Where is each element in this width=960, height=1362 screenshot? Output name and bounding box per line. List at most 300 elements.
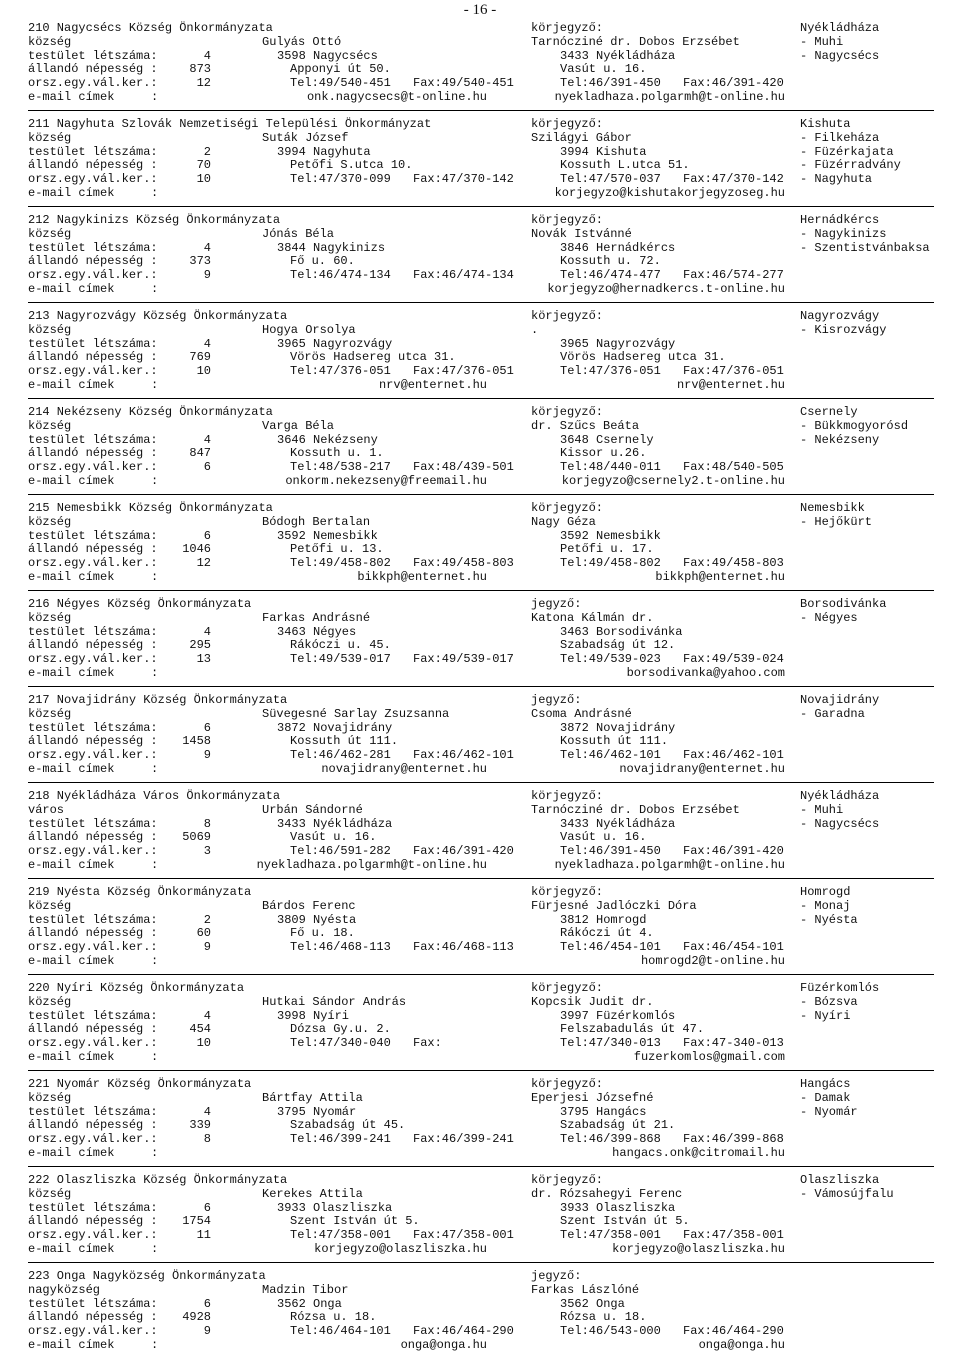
office-address: Apponyi út 50.	[290, 62, 391, 77]
office-tel: Tel:46/474-134	[290, 268, 391, 283]
settlement-item: Nagyrozvágy	[800, 309, 880, 323]
office-postal: 3872 Novajidrány	[277, 720, 393, 735]
population-value: 847	[189, 446, 211, 461]
email-label: e-mail címek	[28, 954, 115, 968]
entry-block	[0, 1077, 960, 1161]
office-postal: 3795 Nyomár	[277, 1104, 357, 1119]
notary-email: novajidrany@enternet.hu	[619, 762, 785, 776]
notary-label: körjegyző:	[531, 789, 604, 803]
municipality-type: község	[28, 322, 72, 337]
notary-email: homrogd2@t-online.hu	[640, 954, 785, 968]
notary-name: Katona Kálmán dr.	[531, 610, 654, 625]
office-tel: Tel:46/399-241	[290, 1132, 391, 1147]
entry-block	[0, 693, 960, 777]
office-postal: 3433 Nyékládháza	[277, 816, 393, 831]
municipality-type: község	[28, 130, 72, 145]
office-email: bikkph@enternet.hu	[357, 570, 487, 584]
email-label: e-mail címek	[28, 90, 115, 104]
notary-address: Rákóczi út 4.	[560, 926, 654, 941]
entry-block	[0, 117, 960, 201]
mayor-name: Jónás Béla	[262, 226, 335, 241]
notary-label: körjegyző:	[531, 1077, 604, 1091]
office-tel: Tel:46/462-281	[290, 748, 391, 763]
office-fax: Fax:46/462-101	[413, 748, 514, 763]
notary-name: Szilágyi Gábor	[531, 130, 632, 145]
population-label: állandó népesség :	[28, 1022, 158, 1037]
settlement-item: Nemesbikk	[800, 501, 865, 515]
notary-label: körjegyző:	[531, 885, 604, 899]
members-label: testület létszáma:	[28, 432, 158, 447]
entry-block	[0, 1173, 960, 1257]
district-label: orsz.egy.vál.ker.:	[28, 844, 158, 859]
notary-fax: Fax:48/540-505	[683, 460, 784, 475]
email-colon: :	[151, 186, 159, 200]
notary-tel: Tel:47/340-013	[560, 1036, 661, 1051]
settlement-item: - Nagycsécs	[800, 816, 880, 831]
entry-separator	[28, 974, 934, 975]
notary-postal: 3872 Novajidrány	[560, 720, 676, 735]
district-label: orsz.egy.vál.ker.:	[28, 556, 158, 571]
office-postal: 3998 Nyíri	[277, 1008, 350, 1023]
entry-heading: 221 Nyomár Község Önkormányzata	[28, 1077, 252, 1091]
notary-address: Szabadság út 21.	[560, 1118, 676, 1133]
notary-email: nyekladhaza.polgarmh@t-online.hu	[554, 90, 785, 104]
office-address: Rákóczi u. 45.	[290, 638, 391, 653]
settlement-item: - Füzérradvány	[800, 158, 901, 173]
office-email: onk.nagycsecs@t-online.hu	[306, 90, 487, 104]
office-fax: Fax:47/376-051	[413, 364, 514, 379]
notary-fax: Fax:49/539-024	[683, 652, 784, 667]
notary-fax: Fax:49/458-803	[683, 556, 784, 571]
mayor-name: Süvegesné Sarlay Zsuzsanna	[262, 706, 450, 721]
population-label: állandó népesség :	[28, 254, 158, 269]
members-value: 4	[203, 240, 211, 255]
notary-address: Kossuth u. 72.	[560, 254, 661, 269]
office-address: Fő u. 60.	[290, 254, 355, 269]
settlement-item: - Nagycsécs	[800, 48, 880, 63]
notary-name: dr. Rózsahegyi Ferenc	[531, 1186, 683, 1201]
population-value: 70	[196, 158, 211, 173]
email-colon: :	[151, 1242, 159, 1256]
district-label: orsz.egy.vál.ker.:	[28, 1132, 158, 1147]
mayor-name: Madzin Tibor	[262, 1282, 349, 1297]
settlement-item: - Garadna	[800, 706, 865, 721]
notary-address: Kissor u.26.	[560, 446, 647, 461]
notary-address: Kossuth L.utca 51.	[560, 158, 690, 173]
settlement-item: - Nyomár	[800, 1104, 858, 1119]
entry-heading: 215 Nemesbikk Község Önkormányzata	[28, 501, 273, 515]
members-value: 4	[203, 432, 211, 447]
district-label: orsz.egy.vál.ker.:	[28, 1036, 158, 1051]
members-value: 4	[203, 336, 211, 351]
settlement-item: - Füzérkajata	[800, 144, 894, 159]
email-label: e-mail címek	[28, 186, 115, 200]
settlement-item: - Nekézseny	[800, 432, 880, 447]
settlement-item: Hangács	[800, 1077, 851, 1091]
entry-separator	[28, 878, 934, 879]
population-label: állandó népesség :	[28, 542, 158, 557]
district-value: 11	[196, 1228, 211, 1243]
district-label: orsz.egy.vál.ker.:	[28, 1324, 158, 1339]
district-value: 9	[203, 940, 211, 955]
email-label: e-mail címek	[28, 1338, 115, 1352]
email-label: e-mail címek	[28, 666, 115, 680]
notary-fax: Fax:47/370-142	[683, 172, 784, 187]
office-postal: 3933 Olaszliszka	[277, 1200, 393, 1215]
settlement-item: - Muhi	[800, 34, 844, 49]
district-value: 6	[203, 460, 211, 475]
notary-label: jegyző:	[531, 597, 582, 611]
population-value: 1046	[182, 542, 211, 557]
settlement-item: - Nagyhuta	[800, 172, 873, 187]
office-fax: Fax:49/539-017	[413, 652, 514, 667]
notary-label: körjegyző:	[531, 117, 604, 131]
members-value: 8	[203, 816, 211, 831]
email-colon: :	[151, 762, 159, 776]
notary-label: körjegyző:	[531, 213, 604, 227]
population-value: 769	[189, 350, 211, 365]
district-value: 9	[203, 268, 211, 283]
notary-email: korjegyzo@csernely2.t-online.hu	[561, 474, 785, 488]
population-value: 295	[189, 638, 211, 653]
settlement-item: Borsodivánka	[800, 597, 887, 611]
notary-name: Tarnócziné dr. Dobos Erzsébet	[531, 802, 740, 817]
members-value: 6	[203, 528, 211, 543]
settlement-item: Csernely	[800, 405, 858, 419]
office-tel: Tel:49/539-017	[290, 652, 391, 667]
notary-label: körjegyző:	[531, 1173, 604, 1187]
entry-block	[0, 1269, 960, 1353]
notary-address: Kossuth út 111.	[560, 734, 669, 749]
notary-fax: Fax:46/462-101	[683, 748, 784, 763]
office-email: korjegyzo@olaszliszka.hu	[314, 1242, 487, 1256]
entry-separator	[28, 782, 934, 783]
settlement-item: - Vámosújfalu	[800, 1186, 894, 1201]
office-email: nyekladhaza.polgarmh@t-online.hu	[256, 858, 487, 872]
notary-tel: Tel:48/440-011	[560, 460, 661, 475]
municipality-type: város	[28, 802, 65, 817]
notary-postal: 3795 Hangács	[560, 1104, 647, 1119]
notary-email: onga@onga.hu	[698, 1338, 785, 1352]
notary-fax: Fax:47-340-013	[683, 1036, 784, 1051]
email-label: e-mail címek	[28, 858, 115, 872]
municipality-type: község	[28, 514, 72, 529]
email-colon: :	[151, 474, 159, 488]
district-label: orsz.egy.vál.ker.:	[28, 652, 158, 667]
district-value: 10	[196, 1036, 211, 1051]
entry-separator	[28, 686, 934, 687]
notary-tel: Tel:47/358-001	[560, 1228, 661, 1243]
population-value: 339	[189, 1118, 211, 1133]
settlement-item: - Damak	[800, 1090, 851, 1105]
email-label: e-mail címek	[28, 282, 115, 296]
entry-separator	[28, 206, 934, 207]
members-value: 2	[203, 144, 211, 159]
email-label: e-mail címek	[28, 1050, 115, 1064]
district-label: orsz.egy.vál.ker.:	[28, 268, 158, 283]
office-tel: Tel:47/358-001	[290, 1228, 391, 1243]
municipality-type: község	[28, 994, 72, 1009]
members-label: testület létszáma:	[28, 48, 158, 63]
population-label: állandó népesség :	[28, 446, 158, 461]
office-address: Petőfi u. 13.	[290, 542, 384, 557]
settlement-item: Kishuta	[800, 117, 851, 131]
notary-address: Rózsa u. 18.	[560, 1310, 647, 1325]
mayor-name: Kerekes Attila	[262, 1186, 363, 1201]
notary-tel: Tel:46/399-868	[560, 1132, 661, 1147]
office-fax: Fax:	[413, 1036, 442, 1051]
district-value: 9	[203, 748, 211, 763]
notary-email: fuzerkomlos@gmail.com	[633, 1050, 785, 1064]
notary-tel: Tel:46/454-101	[560, 940, 661, 955]
population-label: állandó népesség :	[28, 1310, 158, 1325]
notary-fax: Fax:46/399-868	[683, 1132, 784, 1147]
members-label: testület létszáma:	[28, 528, 158, 543]
municipality-type: község	[28, 610, 72, 625]
population-label: állandó népesség :	[28, 158, 158, 173]
district-label: orsz.egy.vál.ker.:	[28, 76, 158, 91]
notary-name: Fürjesné Jadlóczki Dóra	[531, 898, 697, 913]
office-fax: Fax:48/439-501	[413, 460, 514, 475]
municipality-type: község	[28, 1186, 72, 1201]
mayor-name: Urbán Sándorné	[262, 802, 363, 817]
district-value: 12	[196, 76, 211, 91]
office-postal: 3463 Négyes	[277, 624, 357, 639]
notary-fax: Fax:46/391-420	[683, 76, 784, 91]
mayor-name: Gulyás Ottó	[262, 34, 342, 49]
entry-block	[0, 21, 960, 105]
notary-email: korjegyzo@olaszliszka.hu	[612, 1242, 785, 1256]
members-label: testület létszáma:	[28, 1104, 158, 1119]
office-address: Kossuth u. 1.	[290, 446, 384, 461]
members-label: testület létszáma:	[28, 1296, 158, 1311]
entry-block	[0, 309, 960, 393]
office-address: Vasút u. 16.	[290, 830, 377, 845]
office-fax: Fax:46/391-420	[413, 844, 514, 859]
district-value: 10	[196, 364, 211, 379]
office-postal: 3598 Nagycsécs	[277, 48, 378, 63]
settlement-item: Novajidrány	[800, 693, 880, 707]
members-label: testület létszáma:	[28, 624, 158, 639]
population-value: 873	[189, 62, 211, 77]
district-value: 13	[196, 652, 211, 667]
office-email: novajidrany@enternet.hu	[321, 762, 487, 776]
email-colon: :	[151, 570, 159, 584]
notary-label: jegyző:	[531, 1269, 582, 1283]
members-value: 4	[203, 624, 211, 639]
email-colon: :	[151, 378, 159, 392]
district-value: 10	[196, 172, 211, 187]
settlement-item: Homrogd	[800, 885, 851, 899]
entry-block	[0, 213, 960, 297]
population-label: állandó népesség :	[28, 62, 158, 77]
notary-label: jegyző:	[531, 693, 582, 707]
email-colon: :	[151, 1146, 159, 1160]
office-email: nrv@enternet.hu	[378, 378, 487, 392]
notary-address: Szabadság út 12.	[560, 638, 676, 653]
entry-block	[0, 885, 960, 969]
members-value: 4	[203, 1008, 211, 1023]
office-tel: Tel:49/540-451	[290, 76, 391, 91]
members-label: testület létszáma:	[28, 720, 158, 735]
settlement-item: - Filkeháza	[800, 130, 880, 145]
population-value: 60	[196, 926, 211, 941]
notary-tel: Tel:47/376-051	[560, 364, 661, 379]
office-address: Fő u. 18.	[290, 926, 355, 941]
members-value: 4	[203, 48, 211, 63]
district-label: orsz.egy.vál.ker.:	[28, 1228, 158, 1243]
notary-postal: 3994 Kishuta	[560, 144, 647, 159]
office-address: Szabadság út 45.	[290, 1118, 406, 1133]
notary-tel: Tel:46/391-450	[560, 844, 661, 859]
office-postal: 3646 Nekézseny	[277, 432, 378, 447]
municipality-type: község	[28, 226, 72, 241]
notary-label: körjegyző:	[531, 981, 604, 995]
office-postal: 3562 Onga	[277, 1296, 342, 1311]
municipality-type: község	[28, 706, 72, 721]
notary-postal: 3965 Nagyrozvágy	[560, 336, 676, 351]
notary-tel: Tel:46/462-101	[560, 748, 661, 763]
office-fax: Fax:47/370-142	[413, 172, 514, 187]
email-colon: :	[151, 666, 159, 680]
members-label: testület létszáma:	[28, 1008, 158, 1023]
entry-separator	[28, 398, 934, 399]
office-fax: Fax:49/458-803	[413, 556, 514, 571]
mayor-name: Bárdos Ferenc	[262, 898, 356, 913]
notary-address: Vasút u. 16.	[560, 62, 647, 77]
population-label: állandó népesség :	[28, 1214, 158, 1229]
entry-heading: 210 Nagycsécs Község Önkormányzata	[28, 21, 273, 35]
district-label: orsz.egy.vál.ker.:	[28, 172, 158, 187]
mayor-name: Varga Béla	[262, 418, 335, 433]
email-colon: :	[151, 1338, 159, 1352]
notary-postal: 3812 Homrogd	[560, 912, 647, 927]
email-colon: :	[151, 1050, 159, 1064]
members-value: 6	[203, 1200, 211, 1215]
district-label: orsz.egy.vál.ker.:	[28, 364, 158, 379]
office-fax: Fax:46/399-241	[413, 1132, 514, 1147]
population-value: 373	[189, 254, 211, 269]
municipality-type: község	[28, 34, 72, 49]
notary-fax: Fax:46/454-101	[683, 940, 784, 955]
settlement-item: - Nyíri	[800, 1008, 851, 1023]
members-label: testület létszáma:	[28, 144, 158, 159]
email-colon: :	[151, 282, 159, 296]
members-label: testület létszáma:	[28, 1200, 158, 1215]
settlement-item: - Kisrozvágy	[800, 322, 887, 337]
notary-email: nrv@enternet.hu	[676, 378, 785, 392]
notary-tel: Tel:46/474-477	[560, 268, 661, 283]
entry-separator	[28, 590, 934, 591]
mayor-name: Bártfay Attila	[262, 1090, 363, 1105]
office-address: Dózsa Gy.u. 2.	[290, 1022, 391, 1037]
office-tel: Tel:48/538-217	[290, 460, 391, 475]
notary-name: Kopcsik Judit dr.	[531, 994, 654, 1009]
district-label: orsz.egy.vál.ker.:	[28, 460, 158, 475]
population-label: állandó népesség :	[28, 638, 158, 653]
notary-tel: Tel:47/570-037	[560, 172, 661, 187]
members-label: testület létszáma:	[28, 336, 158, 351]
office-tel: Tel:47/376-051	[290, 364, 391, 379]
email-label: e-mail címek	[28, 570, 115, 584]
page-number: - 16 -	[463, 2, 497, 18]
entry-heading: 220 Nyíri Község Önkormányzata	[28, 981, 245, 995]
entry-heading: 214 Nekézseny Község Önkormányzata	[28, 405, 273, 419]
notary-label: körjegyző:	[531, 309, 604, 323]
population-value: 4928	[182, 1310, 211, 1325]
entry-heading: 217 Novajidrány Község Önkormányzata	[28, 693, 288, 707]
office-tel: Tel:47/340-040	[290, 1036, 391, 1051]
settlement-item: Olaszliszka	[800, 1173, 880, 1187]
notary-postal: 3562 Onga	[560, 1296, 625, 1311]
settlement-item: Hernádkércs	[800, 213, 880, 227]
entry-separator	[28, 1070, 934, 1071]
entry-heading: 213 Nagyrozvágy Község Önkormányzata	[28, 309, 288, 323]
office-postal: 3592 Nemesbikk	[277, 528, 378, 543]
office-address: Kossuth út 111.	[290, 734, 399, 749]
office-email: onkorm.nekezseny@freemail.hu	[285, 474, 487, 488]
notary-email: borsodivanka@yahoo.com	[626, 666, 785, 680]
notary-email: korjegyzo@hernadkercs.t-online.hu	[547, 282, 785, 296]
population-value: 454	[189, 1022, 211, 1037]
notary-name: Csoma Andrásné	[531, 706, 632, 721]
population-label: állandó népesség :	[28, 734, 158, 749]
members-value: 2	[203, 912, 211, 927]
email-label: e-mail címek	[28, 1242, 115, 1256]
entry-separator	[28, 1262, 934, 1263]
entry-heading: 216 Négyes Község Önkormányzata	[28, 597, 252, 611]
entry-separator	[28, 110, 934, 111]
office-address: Vörös Hadsereg utca 31.	[290, 350, 456, 365]
entry-heading: 212 Nagykinizs Község Önkormányzata	[28, 213, 281, 227]
notary-name: Farkas Lászlóné	[531, 1282, 640, 1297]
office-fax: Fax:46/464-290	[413, 1324, 514, 1339]
notary-address: Vasút u. 16.	[560, 830, 647, 845]
settlement-item: - Muhi	[800, 802, 844, 817]
email-colon: :	[151, 90, 159, 104]
office-tel: Tel:46/591-282	[290, 844, 391, 859]
notary-tel: Tel:49/539-023	[560, 652, 661, 667]
entry-heading: 219 Nyésta Község Önkormányzata	[28, 885, 252, 899]
notary-fax: Fax:46/464-290	[683, 1324, 784, 1339]
notary-email: bikkph@enternet.hu	[655, 570, 785, 584]
municipality-type: község	[28, 898, 72, 913]
settlement-item: - Hejőkürt	[800, 514, 873, 529]
notary-name: Eperjesi Józsefné	[531, 1090, 654, 1105]
notary-name: .	[531, 322, 539, 337]
settlement-item: - Nyésta	[800, 912, 858, 927]
district-value: 8	[203, 1132, 211, 1147]
population-value: 5069	[182, 830, 211, 845]
office-address: Rózsa u. 18.	[290, 1310, 377, 1325]
notary-postal: 3433 Nyékládháza	[560, 816, 676, 831]
entry-separator	[28, 302, 934, 303]
members-value: 4	[203, 1104, 211, 1119]
settlement-item: - Nagykinizs	[800, 226, 887, 241]
office-postal: 3994 Nagyhuta	[277, 144, 371, 159]
notary-email: nyekladhaza.polgarmh@t-online.hu	[554, 858, 785, 872]
notary-address: Szent István út 5.	[560, 1214, 690, 1229]
entry-block	[0, 981, 960, 1065]
population-label: állandó népesség :	[28, 350, 158, 365]
office-fax: Fax:46/468-113	[413, 940, 514, 955]
office-fax: Fax:49/540-451	[413, 76, 514, 91]
population-label: állandó népesség :	[28, 1118, 158, 1133]
office-tel: Tel:46/464-101	[290, 1324, 391, 1339]
email-label: e-mail címek	[28, 1146, 115, 1160]
entry-heading: 222 Olaszliszka Község Önkormányzata	[28, 1173, 288, 1187]
notary-address: Petőfi u. 17.	[560, 542, 654, 557]
